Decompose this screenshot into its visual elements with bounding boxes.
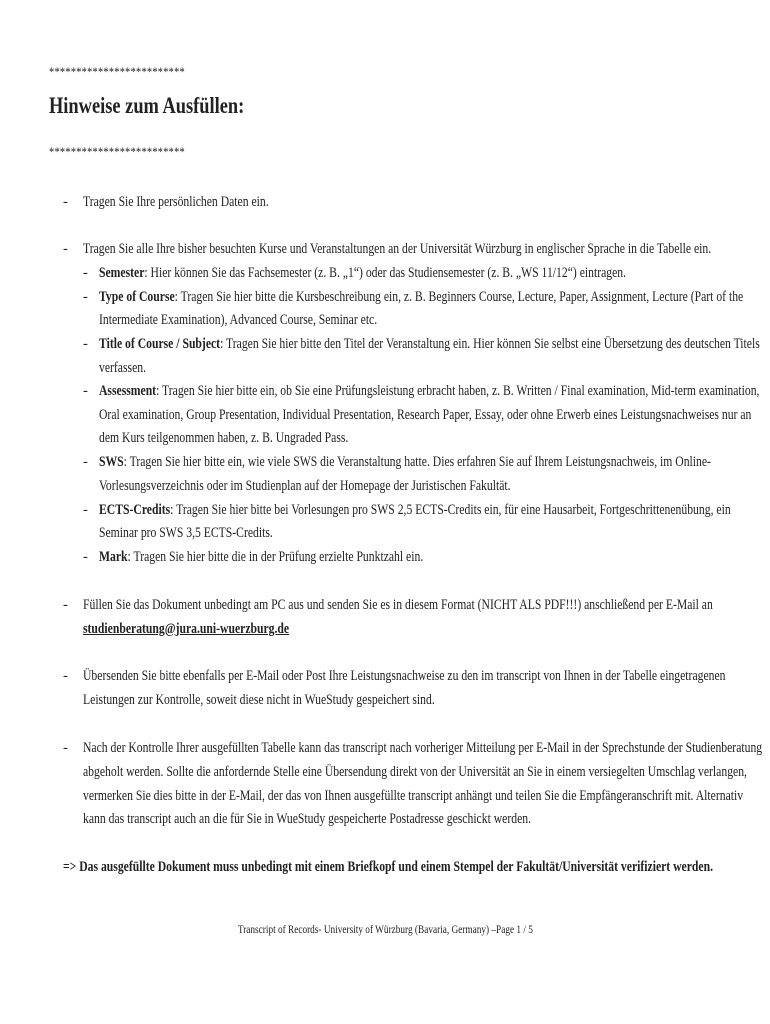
field-sws: SWS: Tragen Sie hier bitte ein, wie viele SWS die Veranstaltung hatte. Dies erfahren Sie auf Ihrem Leistungsnachweis, im Online-	[99, 454, 711, 470]
field-term: ECTS-Credits	[99, 502, 171, 518]
field-term: Title of Course / Subject	[99, 336, 221, 352]
item-pickup-cont: kann das transcript auch an die für Sie in WueStudy gespeicherte Postadresse geschickt werden.	[83, 811, 532, 827]
item-send-certificates-cont: Leistungen zur Kontrolle, soweit diese nicht in WueStudy gespeichert sind.	[83, 692, 435, 708]
field-term: Mark	[99, 549, 128, 565]
field-assessment-cont: Oral examination, Group Presentation, Individual Presentation, Research Paper, Essay, oder ohne Erwerb eines Leistungsnachweises nur an	[99, 407, 752, 423]
sub-bullet-dash: -	[83, 265, 88, 281]
bullet-dash: -	[63, 241, 68, 257]
sub-bullet-dash: -	[83, 549, 88, 565]
item-courses: Tragen Sie alle Ihre bisher besuchten Kurse und Veranstaltungen an der Universität Würzburg in englischer Sprache in die Tabelle ein.	[83, 241, 712, 257]
item-send-document: Füllen Sie das Dokument unbedingt am PC aus und senden Sie es in diesem Format (NICHT ALS PDF!!!) anschließend per E-Mail an	[83, 597, 713, 613]
field-term: SWS	[99, 454, 124, 470]
bullet-dash: -	[63, 597, 68, 613]
field-type-of-course-cont: Intermediate Examination), Advanced Course, Seminar etc.	[99, 312, 378, 328]
bullet-dash: -	[63, 194, 68, 210]
field-assessment-cont: dem Kurs teilgenommen haben, z. B. Ungraded Pass.	[99, 430, 349, 446]
item-pickup-cont: vermerken Sie dies bitte in der E-Mail, der das von Ihnen ausgefüllte transcript anhängt und teilen Sie die Empfängeranschrift mit. Alternativ	[83, 788, 744, 804]
field-mark: Mark: Tragen Sie hier bitte die in der Prüfung erzielte Punktzahl ein.	[99, 549, 424, 565]
field-ects-credits-cont: Seminar pro SWS 3,5 ECTS-Credits.	[99, 525, 273, 541]
page-footer: Transcript of Records- University of Würzburg (Bavaria, Germany) –Page 1 / 5	[237, 923, 533, 936]
item-send-certificates: Übersenden Sie bitte ebenfalls per E-Mail oder Post Ihre Leistungsnachweise zu den im transcript von Ihnen in der Tabelle eingetragenen	[83, 668, 726, 684]
bullet-dash: -	[63, 668, 68, 684]
field-type-of-course: Type of Course: Tragen Sie hier bitte die Kursbeschreibung ein, z. B. Beginners Course, Lecture, Paper, Assignment, Lecture (Part of the	[99, 289, 744, 305]
final-note: => Das ausgefüllte Dokument muss unbedingt mit einem Briefkopf und einem Stempel der Fakultät/Universität verifiziert werden.	[63, 859, 713, 875]
field-term: Semester	[99, 265, 145, 281]
bullet-dash: -	[63, 740, 68, 756]
stars-top: *************************	[49, 64, 185, 79]
sub-bullet-dash: -	[83, 383, 88, 399]
item-personal-data: Tragen Sie Ihre persönlichen Daten ein.	[83, 194, 269, 210]
field-ects-credits: ECTS-Credits: Tragen Sie hier bitte bei Vorlesungen pro SWS 2,5 ECTS-Credits ein, für eine Hausarbeit, Fortgeschrittenenübung, ein	[99, 502, 731, 518]
field-title-of-course: Title of Course / Subject: Tragen Sie hier bitte den Titel der Veranstaltung ein. Hier können Sie selbst eine Übersetzung des deutschen Titels	[99, 336, 760, 352]
field-term: Assessment	[99, 383, 157, 399]
sub-bullet-dash: -	[83, 454, 88, 470]
field-semester: Semester: Hier können Sie das Fachsemester (z. B. „1“) oder das Studiensemester (z. B. „WS 11/12“) eintragen.	[99, 265, 627, 281]
sub-bullet-dash: -	[83, 336, 88, 352]
item-pickup: Nach der Kontrolle Ihrer ausgefüllten Tabelle kann das transcript nach vorheriger Mitteilung per E-Mail in der Sprechstunde der Studienberatung	[83, 740, 763, 756]
sub-bullet-dash: -	[83, 502, 88, 518]
stars-bottom: *************************	[49, 144, 185, 159]
field-sws-cont: Vorlesungsverzeichnis oder im Studienplan auf der Homepage der Juristischen Fakultät.	[99, 478, 511, 494]
field-term: Type of Course	[99, 289, 175, 305]
email-link[interactable]: studienberatung@jura.uni-wuerzburg.de	[83, 621, 290, 637]
field-title-of-course-cont: verfassen.	[99, 360, 147, 376]
field-assessment: Assessment: Tragen Sie hier bitte ein, ob Sie eine Prüfungsleistung erbracht haben, z. B. Written / Final examination, Mid-term examination,	[99, 383, 760, 399]
page-title: Hinweise zum Ausfüllen:	[49, 93, 245, 118]
sub-bullet-dash: -	[83, 289, 88, 305]
item-pickup-cont: abgeholt werden. Sollte die anfordernde Stelle eine Übersendung direkt von der Universität an Sie in einem versiegelten Umschlag verlangen,	[83, 764, 747, 780]
